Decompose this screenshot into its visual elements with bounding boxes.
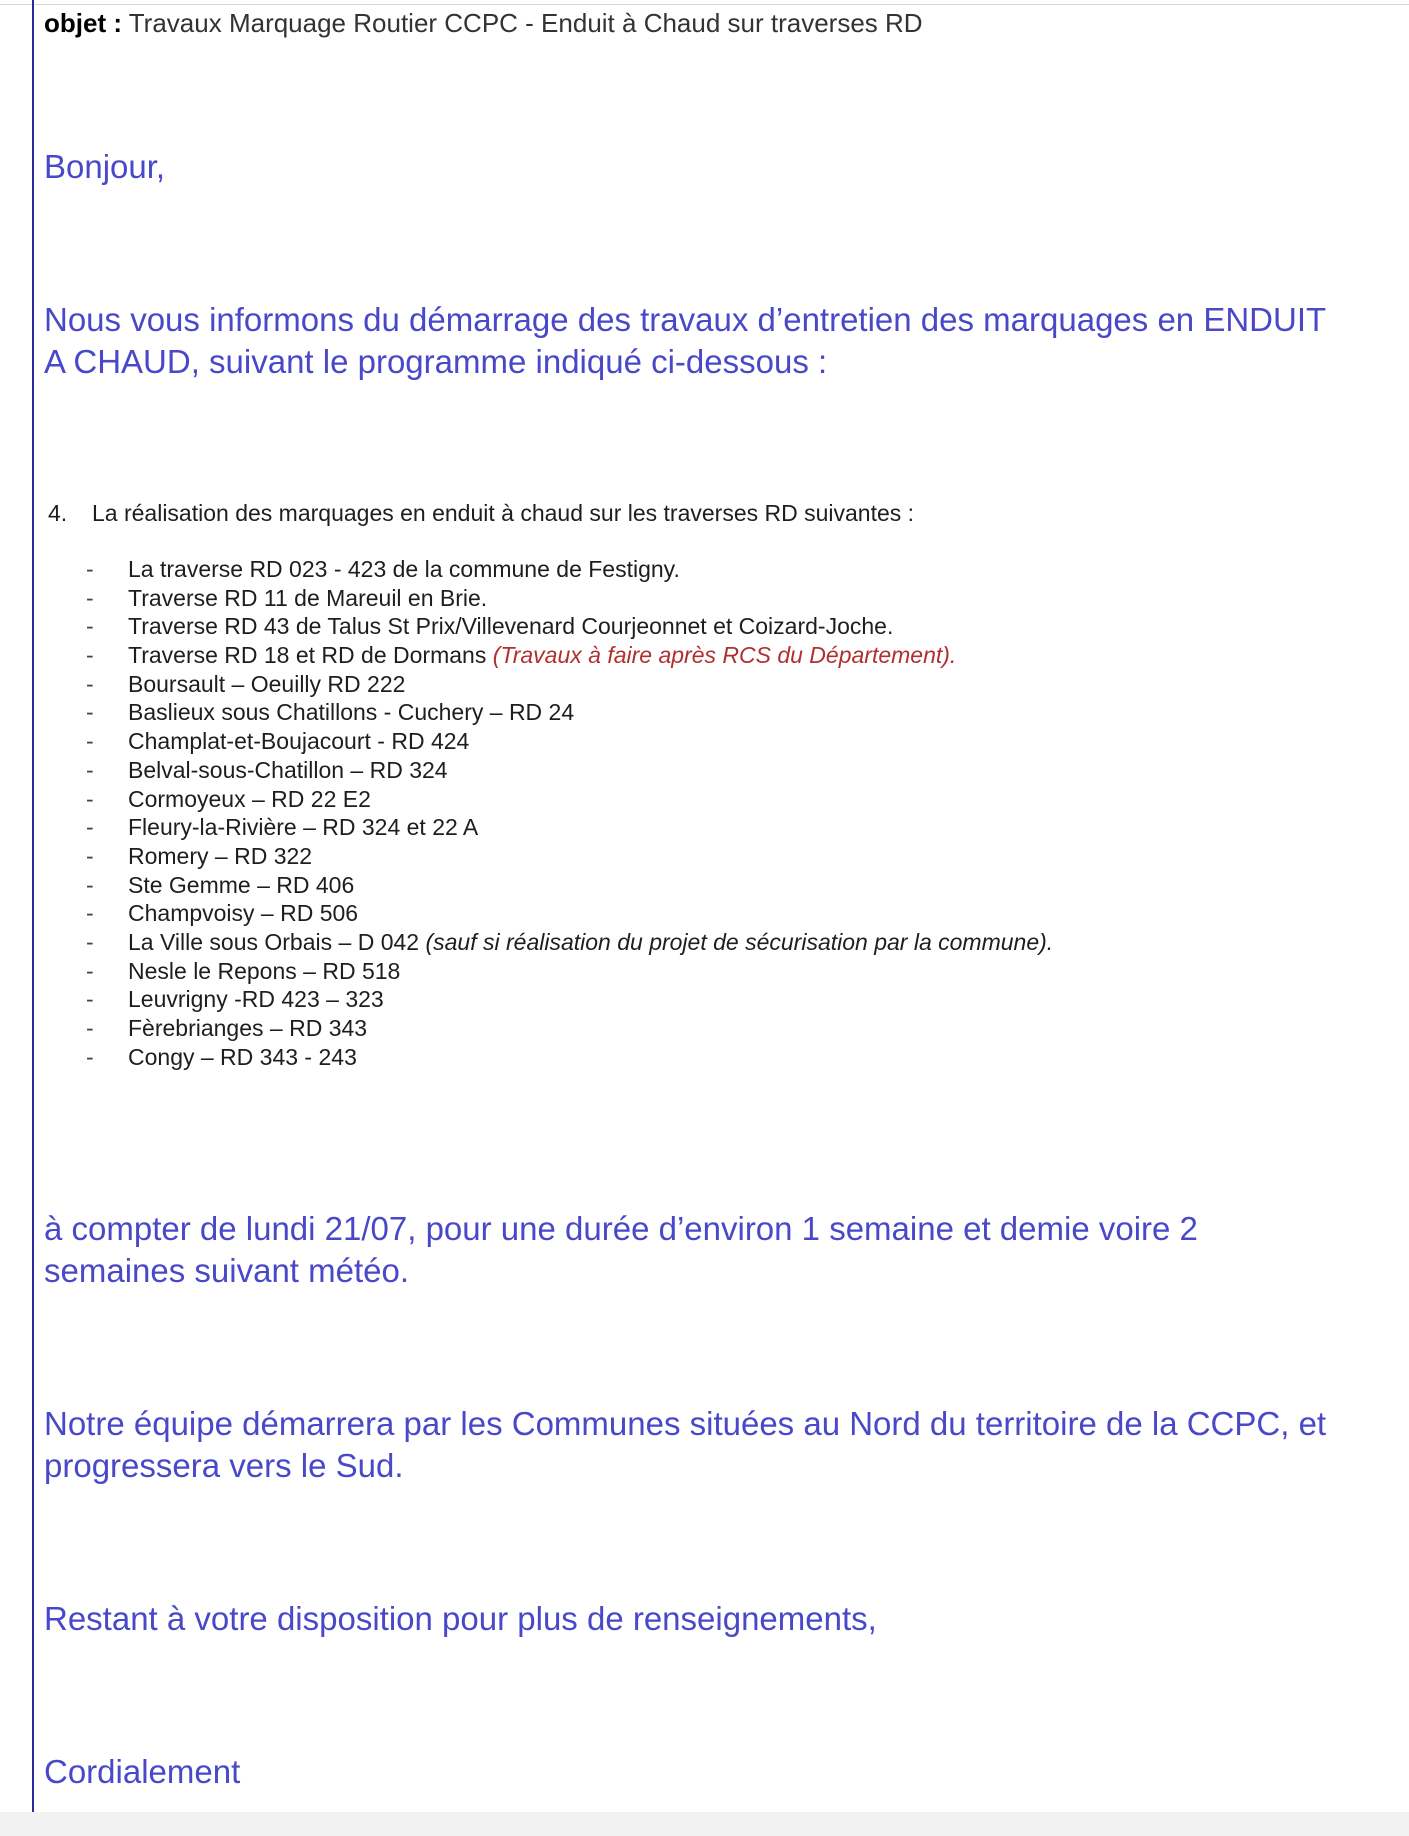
list-bullet: -: [86, 584, 94, 611]
program-list-item: [44, 727, 1124, 756]
top-divider: [0, 4, 1409, 5]
list-bullet: -: [86, 785, 94, 812]
list-bullet: -: [86, 842, 94, 869]
quote-bar: [32, 0, 34, 1812]
subject-line: [44, 8, 923, 39]
team-line-2: progressera vers le Sud.: [44, 1447, 404, 1484]
program-number: 4.: [48, 500, 68, 526]
list-item-text: Nesle le Repons – RD 518: [128, 957, 401, 984]
list-item-note: (Travaux à faire après RCS du Département).: [492, 642, 957, 669]
list-bullet: -: [86, 699, 94, 726]
program-list-item: [44, 584, 1124, 613]
list-bullet: -: [86, 986, 94, 1013]
schedule-line-2: semaines suivant météo.: [44, 1252, 410, 1289]
program-list-item: [44, 785, 1124, 814]
list-item-text: Traverse RD 43 de Talus St Prix/Villevenard Courjeonnet et Coizard-Joche.: [128, 613, 894, 640]
list-item-text: La Ville sous Orbais – D 042: [128, 928, 426, 955]
program-list-item: [44, 899, 1124, 928]
schedule-line-1: à compter de lundi 21/07, pour une durée d’environ 1 semaine et demie voire 2: [44, 1210, 1198, 1247]
list-item-text: Traverse RD 18 et RD de Dormans: [128, 642, 493, 669]
greeting: Bonjour,: [44, 148, 166, 185]
team-line-1: Notre équipe démarrera par les Communes situées au Nord du territoire de la CCPC, et: [44, 1405, 1327, 1442]
list-bullet: -: [86, 728, 94, 755]
list-item-text: Cormoyeux – RD 22 E2: [128, 785, 371, 812]
closing-line: Restant à votre disposition pour plus de renseignements,: [44, 1600, 877, 1637]
list-item-text: Leuvrigny -RD 423 – 323: [128, 986, 384, 1013]
list-bullet: -: [86, 642, 94, 669]
program-list: [44, 555, 1124, 1071]
list-item-text: Baslieux sous Chatillons - Cuchery – RD 24: [128, 699, 575, 726]
program-heading: [44, 500, 1124, 527]
program-list-item: [44, 842, 1124, 871]
intro-paragraph: [44, 299, 1326, 383]
program-list-item: [44, 641, 1124, 670]
list-bullet: -: [86, 900, 94, 927]
list-bullet: -: [86, 928, 94, 955]
list-item-note: (sauf si réalisation du projet de sécurisation par la commune).: [425, 928, 1054, 955]
list-bullet: -: [86, 556, 94, 582]
program-list-item: [44, 670, 1124, 699]
list-bullet: -: [86, 1043, 94, 1070]
team-paragraph: [44, 1403, 1326, 1487]
program-list-item: [44, 1014, 1124, 1043]
signoff: Cordialement: [44, 1753, 241, 1790]
list-bullet: -: [86, 670, 94, 697]
list-item-text: Traverse RD 11 de Mareuil en Brie.: [128, 584, 488, 611]
list-item-text: Boursault – Oeuilly RD 222: [128, 670, 406, 697]
program-list-item: [44, 555, 1124, 584]
list-bullet: -: [86, 756, 94, 783]
list-bullet: -: [86, 957, 94, 984]
subject-text: Travaux Marquage Routier CCPC - Enduit à Chaud sur traverses RD: [128, 8, 923, 38]
list-item-text: Belval-sous-Chatillon – RD 324: [128, 756, 448, 783]
intro-line-2: A CHAUD, suivant le programme indiqué ci-dessous :: [44, 343, 828, 380]
program-list-item: [44, 985, 1124, 1014]
program-list-item: [44, 698, 1124, 727]
program-heading-text: La réalisation des marquages en enduit à chaud sur les traverses RD suivantes :: [92, 500, 915, 526]
list-bullet: -: [86, 871, 94, 898]
program-list-item: [44, 957, 1124, 986]
list-bullet: -: [86, 613, 94, 640]
program-list-item: [44, 928, 1124, 957]
list-item-text: La traverse RD 023 - 423 de la commune de Festigny.: [128, 556, 680, 582]
list-bullet: -: [86, 1015, 94, 1041]
program-list-item: [44, 1043, 1124, 1072]
list-item-text: Ste Gemme – RD 406: [128, 871, 355, 898]
program-list-item: [44, 871, 1124, 900]
scanned-program-excerpt: [44, 500, 1124, 1071]
list-bullet: -: [86, 814, 94, 841]
list-item-text: Fèrebrianges – RD 343: [128, 1015, 368, 1041]
list-item-text: Romery – RD 322: [128, 842, 313, 869]
list-item-text: Champlat-et-Boujacourt - RD 424: [128, 728, 470, 755]
subject-label: objet :: [44, 8, 122, 38]
program-list-item: [44, 756, 1124, 785]
list-item-text: Champvoisy – RD 506: [128, 900, 359, 927]
schedule-paragraph: [44, 1208, 1198, 1292]
list-item-text: Fleury-la-Rivière – RD 324 et 22 A: [128, 814, 479, 841]
program-list-item: [44, 612, 1124, 641]
list-item-text: Congy – RD 343 - 243: [128, 1043, 357, 1070]
intro-line-1: Nous vous informons du démarrage des travaux d’entretien des marquages en ENDUIT: [44, 301, 1327, 338]
program-list-item: [44, 813, 1124, 842]
